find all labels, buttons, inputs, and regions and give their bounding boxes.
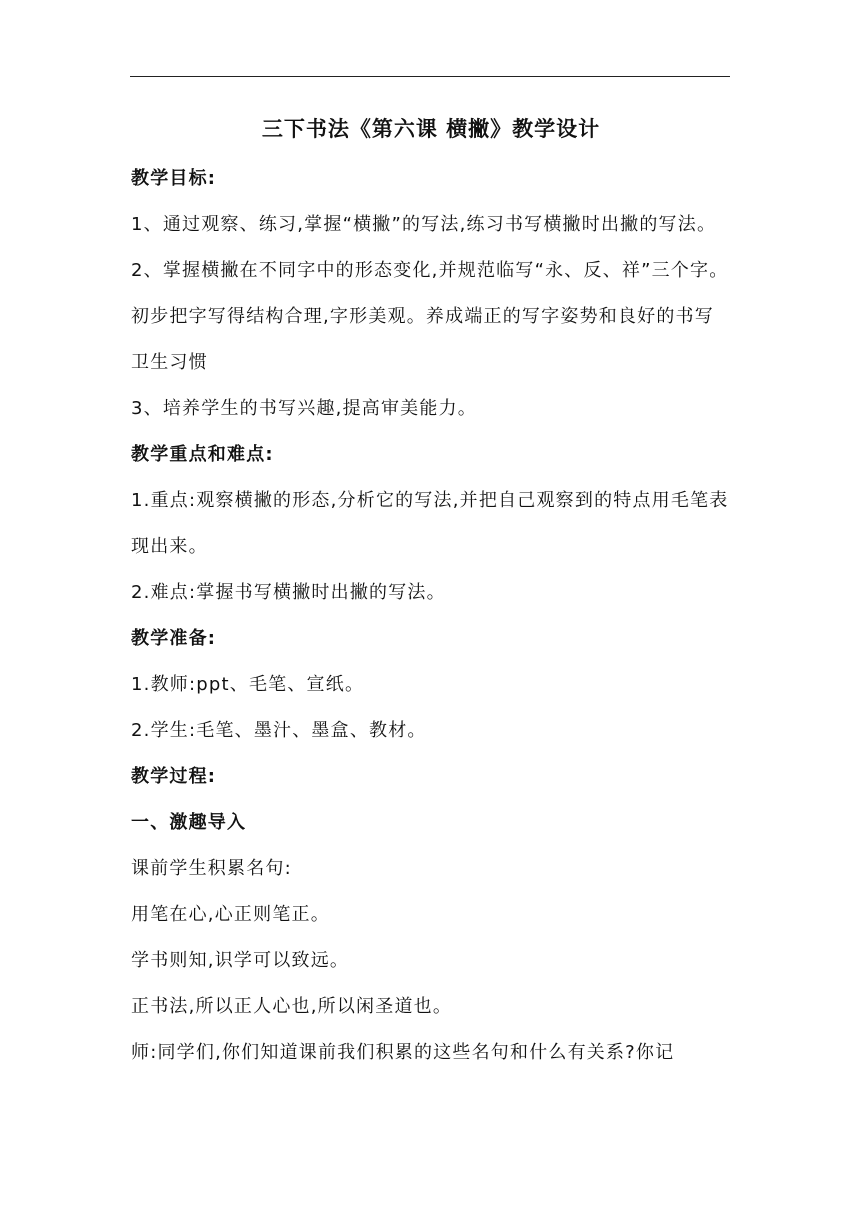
prep-heading: 教学准备: bbox=[131, 628, 217, 649]
goal-item-3: 3、培养学生的书写兴趣,提高审美能力。 bbox=[131, 398, 477, 419]
section1-line-3: 学书则知,识学可以致远。 bbox=[131, 950, 350, 971]
section1-line-1: 课前学生积累名句: bbox=[131, 858, 292, 879]
keypoints-heading: 教学重点和难点: bbox=[131, 444, 274, 465]
prep-item-1: 1.教师:ppt、毛笔、宣纸。 bbox=[131, 674, 365, 695]
section1-line-5: 师:同学们,你们知道课前我们积累的这些名句和什么有关系?你记 bbox=[131, 1042, 675, 1063]
header-rule bbox=[130, 76, 730, 77]
document-body bbox=[131, 112, 731, 1076]
section1-line-2: 用笔在心,心正则笔正。 bbox=[131, 904, 330, 925]
section1-heading: 一、激趣导入 bbox=[131, 812, 247, 833]
keypoint-item-1: 1.重点:观察横撇的形态,分析它的写法,并把自己观察到的特点用毛笔表现出来。 bbox=[131, 490, 729, 557]
keypoint-item-2: 2.难点:掌握书写横撇时出撇的写法。 bbox=[131, 582, 446, 603]
goal-item-1: 1、通过观察、练习,掌握“横撇”的写法,练习书写横撇时出撇的写法。 bbox=[131, 214, 717, 235]
prep-item-2: 2.学生:毛笔、墨汁、墨盒、教材。 bbox=[131, 720, 427, 741]
goal-item-2: 2、掌握横撇在不同字中的形态变化,并规范临写“永、反、祥”三个字。初步把字写得结构合理,字形美观。养成端正的写字姿势和良好的书写卫生习惯 bbox=[131, 260, 729, 373]
document-title: 三下书法《第六课 横撇》教学设计 bbox=[261, 117, 601, 141]
section1-line-4: 正书法,所以正人心也,所以闲圣道也。 bbox=[131, 996, 453, 1017]
goals-heading: 教学目标: bbox=[131, 168, 217, 189]
process-heading: 教学过程: bbox=[131, 766, 217, 787]
